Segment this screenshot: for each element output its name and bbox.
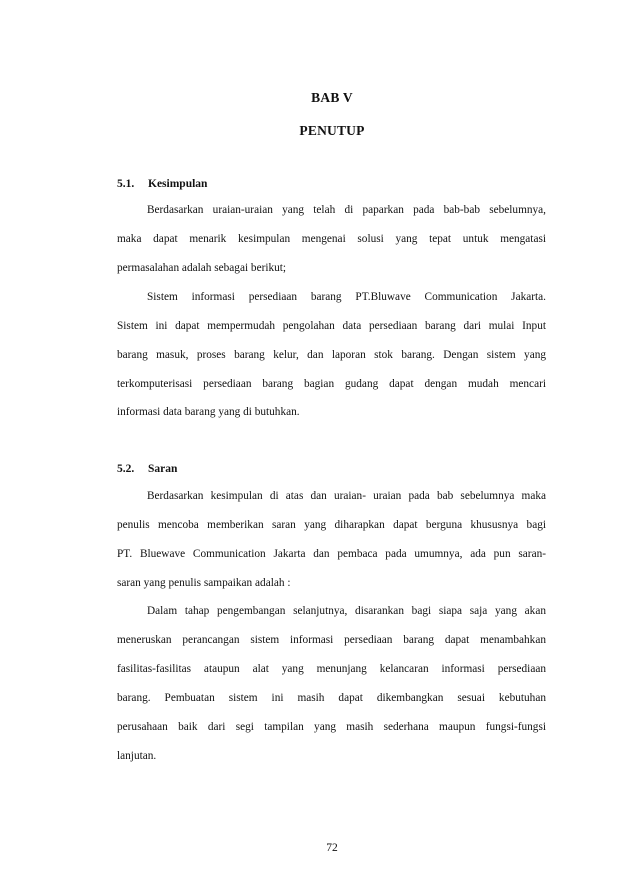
paragraph-line: terkomputerisasi persediaan barang bagian gudang dapat dengan mudah mencari [117, 378, 546, 390]
paragraph-line: saran yang penulis sampaikan adalah : [117, 577, 291, 589]
section-heading-saran [117, 463, 177, 475]
paragraph-line: meneruskan perancangan sistem informasi persediaan barang dapat menambahkan [117, 634, 546, 646]
section-number: 5.2. [117, 463, 135, 475]
paragraph-line: perusahaan baik dari segi tampilan yang masih sederhana maupun fungsi-fungsi [117, 721, 546, 733]
paragraph-line: barang masuk, proses barang kelur, dan laporan stok barang. Dengan sistem yang [117, 349, 546, 361]
paragraph-line: permasalahan adalah sebagai berikut; [117, 262, 287, 274]
paragraph-line: Sistem ini dapat mempermudah pengolahan data persediaan barang dari mulai Input [117, 320, 546, 332]
paragraph-line: Berdasarkan uraian-uraian yang telah di paparkan pada bab-bab sebelumnya, [147, 204, 546, 216]
paragraph-line: barang. Pembuatan sistem ini masih dapat dikembangkan sesuai kebutuhan [117, 692, 546, 704]
chapter-subtitle: PENUTUP [299, 123, 365, 138]
paragraph-line: penulis mencoba memberikan saran yang diharapkan dapat berguna khususnya bagi [117, 519, 546, 531]
paragraph-line: Dalam tahap pengembangan selanjutnya, disarankan bagi siapa saja yang akan [147, 605, 546, 617]
paragraph-line: PT. Bluewave Communication Jakarta dan pembaca pada umumnya, ada pun saran- [117, 548, 546, 560]
section-title: Kesimpulan [148, 178, 208, 190]
paragraph-line: maka dapat menarik kesimpulan mengenai solusi yang tepat untuk mengatasi [117, 233, 546, 245]
section-number: 5.1. [117, 178, 135, 190]
section-heading-kesimpulan [117, 178, 207, 190]
section-title: Saran [148, 463, 178, 475]
paragraph-line: lanjutan. [117, 750, 157, 762]
paragraph-line: Berdasarkan kesimpulan di atas dan uraian- uraian pada bab sebelumnya maka [147, 490, 546, 502]
paragraph-line: fasilitas-fasilitas ataupun alat yang menunjang kelancaran informasi persediaan [117, 663, 546, 675]
chapter-title: BAB V [311, 90, 353, 105]
paragraph-line: informasi data barang yang di butuhkan. [117, 406, 300, 418]
page-number: 72 [326, 842, 338, 854]
paragraph-line: Sistem informasi persediaan barang PT.Bluwave Communication Jakarta. [147, 291, 546, 303]
